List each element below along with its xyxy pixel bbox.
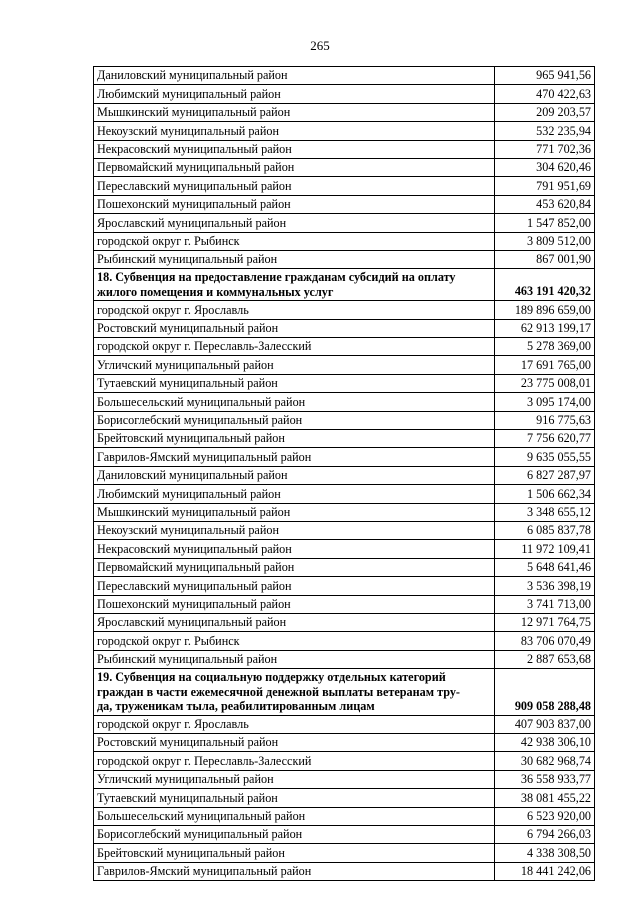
table-row xyxy=(94,430,595,448)
table-row xyxy=(94,338,595,356)
table-row xyxy=(94,650,595,668)
amount: 189 896 659,00 xyxy=(495,301,595,319)
amount: 532 235,94 xyxy=(495,122,595,140)
page-number: 265 xyxy=(310,38,330,53)
amount: 867 001,90 xyxy=(495,250,595,268)
table-row xyxy=(94,503,595,521)
table-row xyxy=(94,103,595,121)
municipality-name: Пошехонский муниципальный район xyxy=(94,195,495,213)
amount: 6 794 266,03 xyxy=(495,825,595,843)
municipality-name: Даниловский муниципальный район xyxy=(94,67,495,85)
amount: 11 972 109,41 xyxy=(495,540,595,558)
table-row xyxy=(94,485,595,503)
amount: 36 558 933,77 xyxy=(495,770,595,788)
table-row xyxy=(94,195,595,213)
municipality-name: Первомайский муниципальный район xyxy=(94,558,495,576)
table-row xyxy=(94,613,595,631)
table-row xyxy=(94,540,595,558)
municipality-name: Брейтовский муниципальный район xyxy=(94,844,495,862)
amount: 3 809 512,00 xyxy=(495,232,595,250)
table-row xyxy=(94,715,595,733)
table-row xyxy=(94,411,595,429)
amount: 3 348 655,12 xyxy=(495,503,595,521)
table-row xyxy=(94,632,595,650)
section-total: 909 058 288,48 xyxy=(495,669,595,716)
municipality-name: городской округ г. Рыбинск xyxy=(94,632,495,650)
municipality-name: Борисоглебский муниципальный район xyxy=(94,825,495,843)
table-row xyxy=(94,67,595,85)
section-total: 463 191 420,32 xyxy=(495,269,595,301)
municipality-name: Борисоглебский муниципальный район xyxy=(94,411,495,429)
municipality-name: Рыбинский муниципальный район xyxy=(94,650,495,668)
table-body xyxy=(94,67,595,881)
municipality-name: Даниловский муниципальный район xyxy=(94,466,495,484)
municipality-name: Некрасовский муниципальный район xyxy=(94,540,495,558)
amount: 23 775 008,01 xyxy=(495,374,595,392)
amount: 42 938 306,10 xyxy=(495,734,595,752)
municipality-name: городской округ г. Рыбинск xyxy=(94,232,495,250)
amount: 407 903 837,00 xyxy=(495,715,595,733)
amount: 9 635 055,55 xyxy=(495,448,595,466)
amount: 771 702,36 xyxy=(495,140,595,158)
amount: 3 095 174,00 xyxy=(495,393,595,411)
municipality-name: Гаврилов-Ямский муниципальный район xyxy=(94,862,495,880)
section-title-line: да, труженикам тыла, реабилитированным лицам xyxy=(97,699,375,714)
amount: 916 775,63 xyxy=(495,411,595,429)
table-row xyxy=(94,85,595,103)
amount: 3 536 398,19 xyxy=(495,577,595,595)
amount: 791 951,69 xyxy=(495,177,595,195)
amount: 6 085 837,78 xyxy=(495,521,595,539)
municipality-name: Мышкинский муниципальный район xyxy=(94,503,495,521)
municipality-name: Угличский муниципальный район xyxy=(94,356,495,374)
amount: 30 682 968,74 xyxy=(495,752,595,770)
table-row xyxy=(94,844,595,862)
subvention-table xyxy=(93,66,595,881)
municipality-name: Тутаевский муниципальный район xyxy=(94,374,495,392)
table-row xyxy=(94,250,595,268)
table-row xyxy=(94,521,595,539)
amount: 1 506 662,34 xyxy=(495,485,595,503)
section-title-line: 19. Субвенция на социальную поддержку отдельных категорий xyxy=(97,670,446,685)
section-title-line: 18. Субвенция на предоставление гражданам субсидий на оплату xyxy=(97,270,456,285)
municipality-name: Ярославский муниципальный район xyxy=(94,214,495,232)
amount: 5 278 369,00 xyxy=(495,338,595,356)
section-title xyxy=(94,269,495,301)
amount: 18 441 242,06 xyxy=(495,862,595,880)
table-row xyxy=(94,319,595,337)
municipality-name: Тутаевский муниципальный район xyxy=(94,789,495,807)
amount: 209 203,57 xyxy=(495,103,595,121)
municipality-name: Переславский муниципальный район xyxy=(94,177,495,195)
municipality-name: Ростовский муниципальный район xyxy=(94,319,495,337)
municipality-name: городской округ г. Ярославль xyxy=(94,715,495,733)
section-title-line: жилого помещения и коммунальных услуг xyxy=(97,284,334,299)
amount: 62 913 199,17 xyxy=(495,319,595,337)
table-row xyxy=(94,301,595,319)
table-row xyxy=(94,752,595,770)
municipality-name: Большесельский муниципальный район xyxy=(94,393,495,411)
municipality-name: Пошехонский муниципальный район xyxy=(94,595,495,613)
table-row xyxy=(94,448,595,466)
table-row xyxy=(94,232,595,250)
amount: 7 756 620,77 xyxy=(495,430,595,448)
table-row xyxy=(94,770,595,788)
municipality-name: Большесельский муниципальный район xyxy=(94,807,495,825)
municipality-name: Ярославский муниципальный район xyxy=(94,613,495,631)
section-title xyxy=(94,669,495,716)
table-row xyxy=(94,393,595,411)
table-row xyxy=(94,825,595,843)
municipality-name: городской округ г. Переславль-Залесский xyxy=(94,338,495,356)
amount: 470 422,63 xyxy=(495,85,595,103)
municipality-name: Мышкинский муниципальный район xyxy=(94,103,495,121)
municipality-name: Угличский муниципальный район xyxy=(94,770,495,788)
table-row xyxy=(94,466,595,484)
amount: 2 887 653,68 xyxy=(495,650,595,668)
municipality-name: Любимский муниципальный район xyxy=(94,85,495,103)
table-row xyxy=(94,807,595,825)
table-row xyxy=(94,356,595,374)
table-row xyxy=(94,122,595,140)
municipality-name: Переславский муниципальный район xyxy=(94,577,495,595)
table-row xyxy=(94,214,595,232)
section-title-line: граждан в части ежемесячной денежной выплаты ветеранам тру- xyxy=(97,684,460,699)
section-header-row xyxy=(94,269,595,301)
amount: 12 971 764,75 xyxy=(495,613,595,631)
table-row xyxy=(94,734,595,752)
table-row xyxy=(94,558,595,576)
municipality-name: Рыбинский муниципальный район xyxy=(94,250,495,268)
amount: 453 620,84 xyxy=(495,195,595,213)
amount: 5 648 641,46 xyxy=(495,558,595,576)
section-header-row xyxy=(94,669,595,716)
amount: 6 523 920,00 xyxy=(495,807,595,825)
amount: 1 547 852,00 xyxy=(495,214,595,232)
municipality-name: городской округ г. Переславль-Залесский xyxy=(94,752,495,770)
amount: 965 941,56 xyxy=(495,67,595,85)
amount: 4 338 308,50 xyxy=(495,844,595,862)
municipality-name: Брейтовский муниципальный район xyxy=(94,430,495,448)
table-row xyxy=(94,374,595,392)
table-row xyxy=(94,140,595,158)
municipality-name: городской округ г. Ярославль xyxy=(94,301,495,319)
amount: 304 620,46 xyxy=(495,158,595,176)
amount: 38 081 455,22 xyxy=(495,789,595,807)
municipality-name: Некоузский муниципальный район xyxy=(94,122,495,140)
table-row xyxy=(94,862,595,880)
table-row xyxy=(94,158,595,176)
municipality-name: Любимский муниципальный район xyxy=(94,485,495,503)
municipality-name: Некрасовский муниципальный район xyxy=(94,140,495,158)
table-row xyxy=(94,177,595,195)
table-row xyxy=(94,595,595,613)
municipality-name: Ростовский муниципальный район xyxy=(94,734,495,752)
municipality-name: Первомайский муниципальный район xyxy=(94,158,495,176)
municipality-name: Некоузский муниципальный район xyxy=(94,521,495,539)
amount: 17 691 765,00 xyxy=(495,356,595,374)
table-row xyxy=(94,789,595,807)
amount: 83 706 070,49 xyxy=(495,632,595,650)
amount: 3 741 713,00 xyxy=(495,595,595,613)
amount: 6 827 287,97 xyxy=(495,466,595,484)
municipality-name: Гаврилов-Ямский муниципальный район xyxy=(94,448,495,466)
table-row xyxy=(94,577,595,595)
